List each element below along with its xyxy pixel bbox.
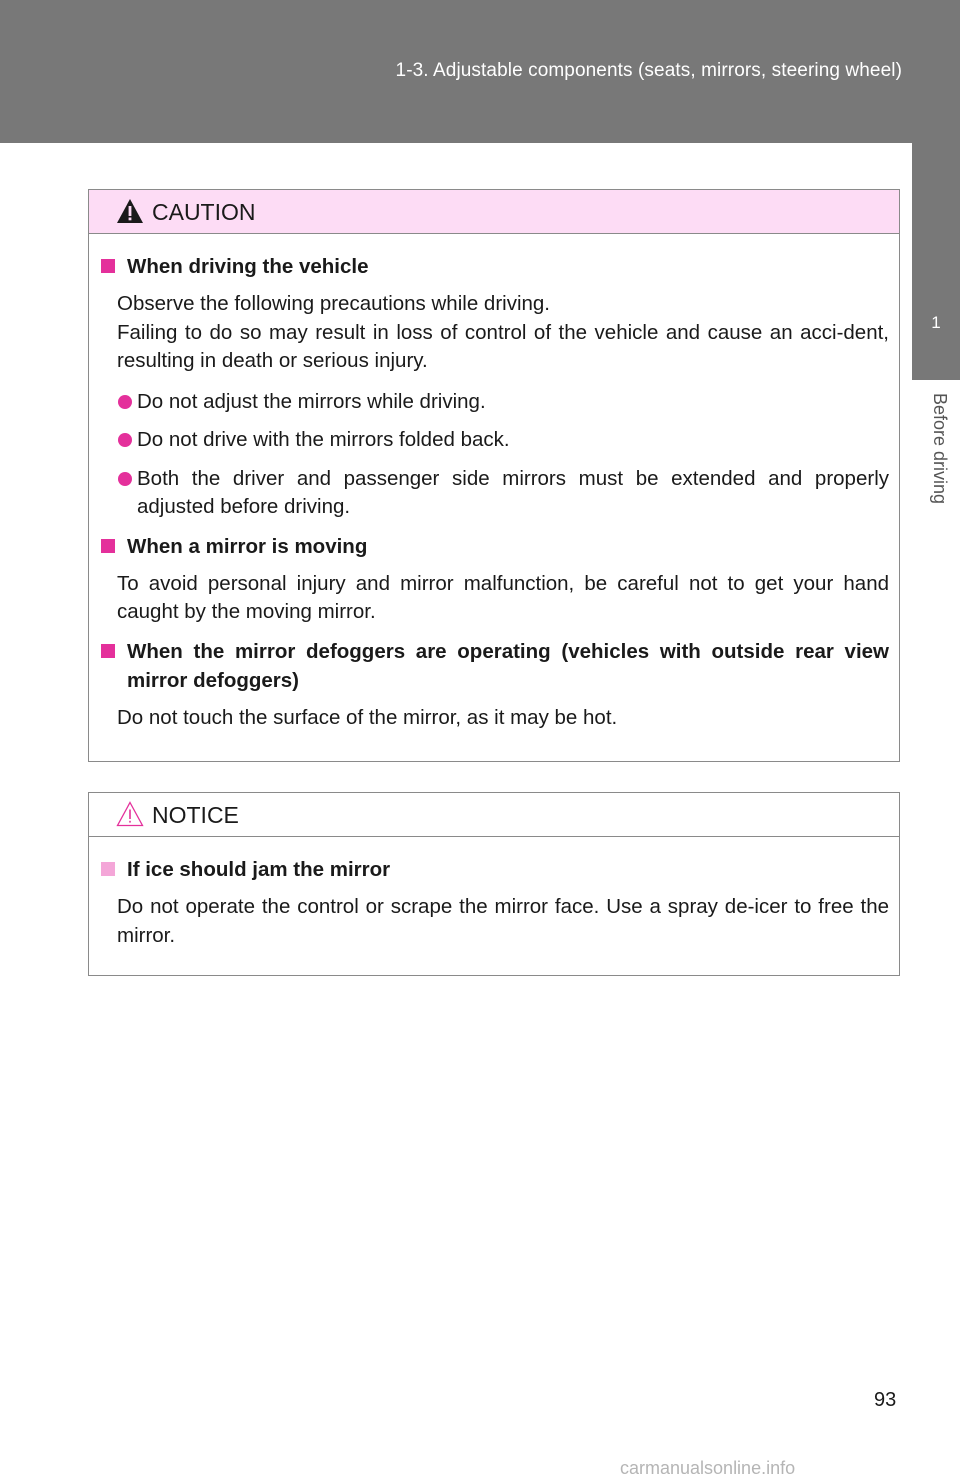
- caution-bullet: Both the driver and passenger side mirrors must be extended and properly adjusted before driving.: [99, 465, 889, 522]
- square-bullet-icon: [101, 644, 115, 658]
- round-bullet-icon: [118, 433, 132, 447]
- caution-paragraph: Failing to do so may result in loss of control of the vehicle and cause an acci-dent, resulting in death or serious injury.: [117, 320, 889, 372]
- caution-header: [89, 190, 899, 234]
- chapter-label: Before driving: [930, 393, 950, 505]
- caution-paragraph: Do not touch the surface of the mirror, as it may be hot.: [117, 705, 618, 729]
- caution-paragraph: To avoid personal injury and mirror malfunction, be careful not to get your hand caught by the moving mirror.: [117, 571, 889, 623]
- chapter-label-wrap: [920, 393, 960, 533]
- caution-heading: When driving the vehicle: [99, 252, 889, 281]
- warning-outline-icon: [116, 801, 144, 827]
- caution-box: [88, 189, 900, 762]
- notice-title: NOTICE: [152, 802, 239, 828]
- warning-icon: [116, 198, 144, 224]
- caution-body: [89, 234, 899, 732]
- caution-heading: When a mirror is moving: [99, 532, 889, 561]
- caution-bullet: Do not drive with the mirrors folded back.: [99, 426, 889, 455]
- page-number: 93: [874, 1389, 897, 1411]
- caution-bullet: Do not adjust the mirrors while driving.: [99, 388, 889, 417]
- square-bullet-icon: [101, 259, 115, 273]
- caution-paragraph: Observe the following precautions while driving.: [117, 292, 551, 315]
- page-header: [0, 0, 960, 143]
- notice-body: [89, 837, 899, 950]
- watermark: carmanualsonline.info: [620, 1458, 796, 1478]
- chapter-number: 1: [931, 313, 941, 332]
- round-bullet-icon: [118, 472, 132, 486]
- chapter-tab: [912, 143, 960, 380]
- section-title: 1-3. Adjustable components (seats, mirrors, steering wheel): [395, 60, 902, 81]
- notice-box: [88, 792, 900, 976]
- notice-heading: If ice should jam the mirror: [99, 855, 889, 884]
- caution-title: CAUTION: [152, 199, 256, 225]
- round-bullet-icon: [118, 395, 132, 409]
- caution-heading: When the mirror defoggers are operating (vehicles with outside rear view mirror defoggers): [99, 637, 889, 695]
- notice-paragraph: Do not operate the control or scrape the mirror face. Use a spray de-icer to free the mirror.: [117, 895, 889, 947]
- square-bullet-icon: [101, 539, 115, 553]
- square-bullet-icon: [101, 862, 115, 876]
- notice-header: [89, 793, 899, 837]
